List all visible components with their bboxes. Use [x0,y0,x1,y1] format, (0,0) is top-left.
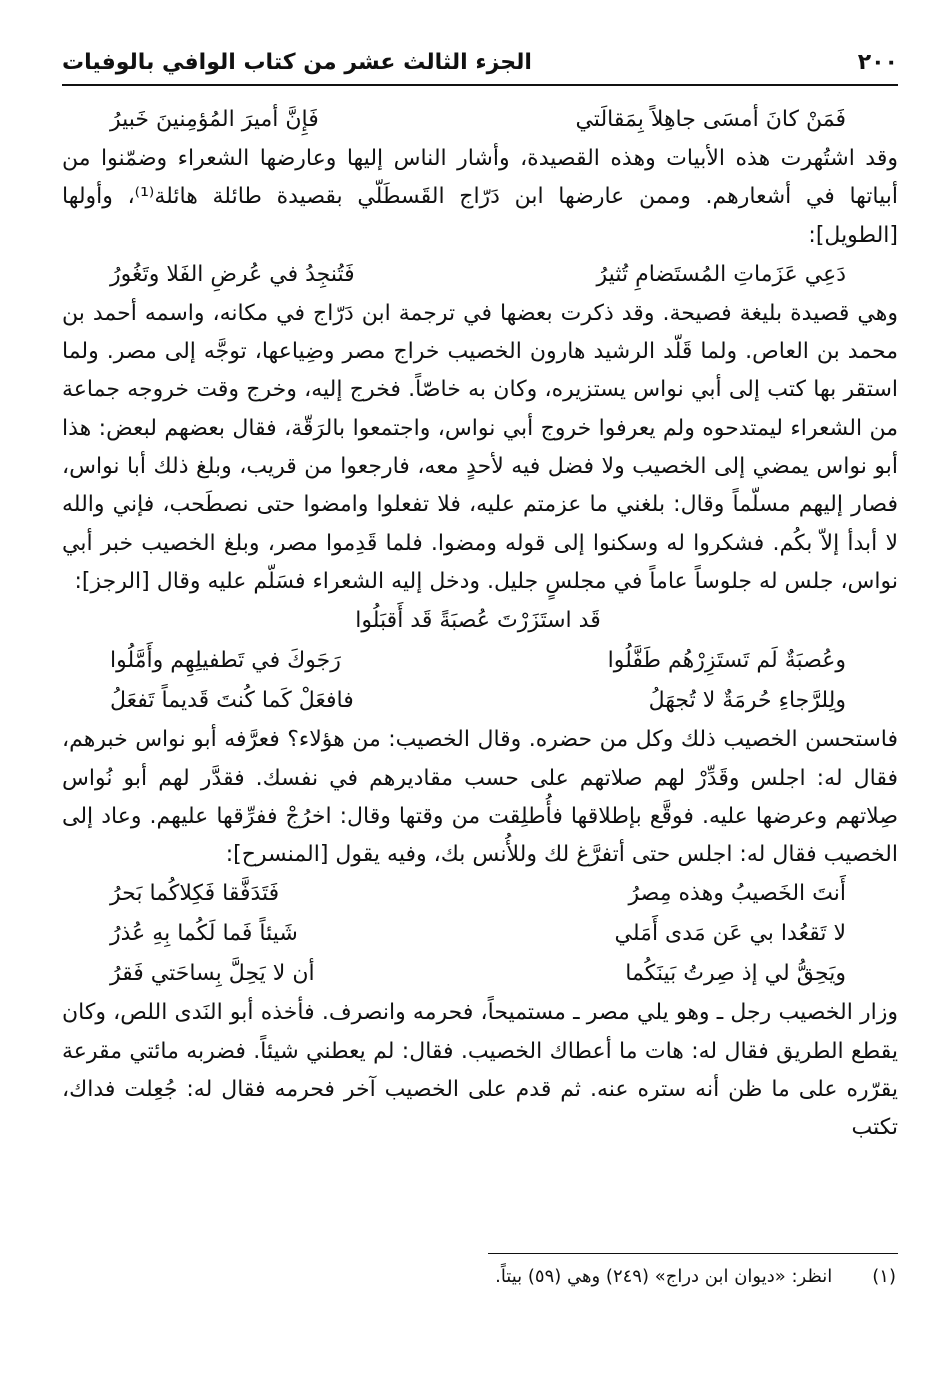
verse-line [62,100,898,140]
verse-line [62,641,898,681]
verse-first-hemistich: لا تَقعُدا بي عَن مَدى أَمَلي [614,921,846,947]
verse-first-hemistich: فَمَنْ كانَ أمسَى جاهِلاً بِمَقالَتي [575,106,846,132]
page-header [62,40,898,86]
verse-first-hemistich: ويَحِقُّ لي إذ صِرتُ بَينَكُما [625,961,846,987]
verse-second-hemistich: شَيئاً فَما لَكُما بِهِ عُذرُ [110,921,298,947]
verse-second-hemistich: أن لا يَحِلَّ بِساحَتي فَقرُ [110,961,315,987]
verse-second-hemistich: رَجَوكَ في تَطفيلِهِم وأَمَّلُوا [110,648,341,674]
page-body [62,100,898,1148]
verse-line [62,954,898,994]
verse-second-hemistich: فَإِنَّ أميرَ المُؤمِنينَ خَبيرُ [110,106,319,132]
verse-first-hemistich: ولِلرَّجاءِ حُرمَةٌ لا تُجهَلُ [648,688,846,714]
verse-first-hemistich: وعُصبَةٌ لَم تَستَزِرْهُم طَفَّلُوا [607,648,846,674]
verse-line [62,681,898,721]
verse-line-centered [62,601,898,641]
verse-first-hemistich: أَنتَ الخَصيبُ وهذه مِصرُ [628,881,846,907]
verse-single-line: قَد استَزَرْتَ عُصبَةً قَد أَقبَلُوا [355,608,601,634]
footnote-marker: (١) [872,1266,896,1287]
verse-second-hemistich: فافعَلْ كَما كُنتَ قَديماً تَفعَلُ [110,688,354,714]
footnote-text: انظر: «ديوان ابن دراج» (٢٤٩) وهي (٥٩) بيتاً. [495,1266,833,1287]
footnote-divider [488,1253,898,1254]
running-title: الجزء الثالث عشر من كتاب الوافي بالوفيات [62,49,532,75]
prose-paragraph: وقد اشتُهرت هذه الأبيات وهذه القصيدة، وأشار الناس إليها وعارضها الشعراء وضمّنوا من أبياتها في أشعارهم. وممن عارضها ابن دَرّاج القَسطَلّي بقصيدة طائلة هائلة⁽¹⁾، وأولها [الطويل]: [62,146,898,248]
prose-paragraph: فاستحسن الخصيب ذلك وكل من حضره. وقال الخصيب: من هؤلاء؟ فعرَّفه أبو نواس خبرهم، فقال له: اجلس وقَدِّرْ لهم صلاتهم على حسب مقاديرهم في نفسك. فقدَّر لهم أبو نُواس صِلاتهم وعرضها عليه. فوقَّع بإطلاقها فأُطلِقت من وقتها وقال: اخرُجْ ففرِّقها عليهم. وعاد إلى الخصيب فقال له: اجلس حتى أتفرَّغ لك وللأُنس بك، وفيه يقول [المنسرح]: [62,727,898,868]
prose-paragraph: وزار الخصيب رجل ـ وهو يلي مصر ـ مستميحاً، فحرمه وانصرف. فأخذه أبو النَدى اللص، وكان يقطع الطريق فقال له: هات ما أعطاك الخصيب. فقال: لم يعطني شيئاً. فضربه مائتي مقرعة يقرّره على ما ظن أنه ستره عنه. ثم قدم على الخصيب آخر فحرمه فقال له: جُعِلت فداك، تكتب [62,1000,898,1141]
footnote [495,1266,896,1287]
verse-line [62,874,898,914]
verse-second-hemistich: فَتَدَفَّقا فَكِلاكُما بَحرُ [110,881,280,907]
verse-first-hemistich: دَعِي عَزَماتِ المُستَضامِ تُثيرُ [596,261,846,287]
prose-paragraph: وهي قصيدة بليغة فصيحة. وقد ذكرت بعضها في ترجمة ابن دَرّاج في مكانه، واسمه أحمد بن محمد بن العاص. ولما قَلّد الرشيد هارون الخصيب خراج مصر وضِياعها، توجَّه إلى مصر. ولما استقر بها كتب إلى أبي نواس يستزيره، وكان به خاصّاً. فخرج إليه، وخرج وقت خروجه جماعة من الشعراء ليمتدحوه ولم يعرفوا خروج أبي نواس، واجتمعوا بالرَقّة، فقال بعضهم لبعض: هذا أبو نواس يمضي إلى الخصيب ولا فضل فيه لأحدٍ معه، فارجعوا من قريب، وبلغ ذلك أبا نواس، فصار إليهم مسلّماً وقال: بلغني ما عزمتم عليه، فلا تفعلوا وامضوا حتى نصطَحب، فإني والله لا أبدأ إلاّ بكُم. فشكروا له وسكنوا إلى قوله ومضوا. فلما قَدِموا مصر، وبلغ الخصيب خبر أبي نواس، جلس له جلوساً عاماً في مجلسٍ جليل. ودخل إليه الشعراء فسَلّم عليه وقال [الرجز]: [62,300,898,594]
verse-line [62,914,898,954]
verse-second-hemistich: فَتُنجِدُ في عُرضِ الفَلا وتَغُورُ [110,261,355,287]
page-number: ٢٠٠ [857,49,898,75]
verse-line [62,255,898,295]
